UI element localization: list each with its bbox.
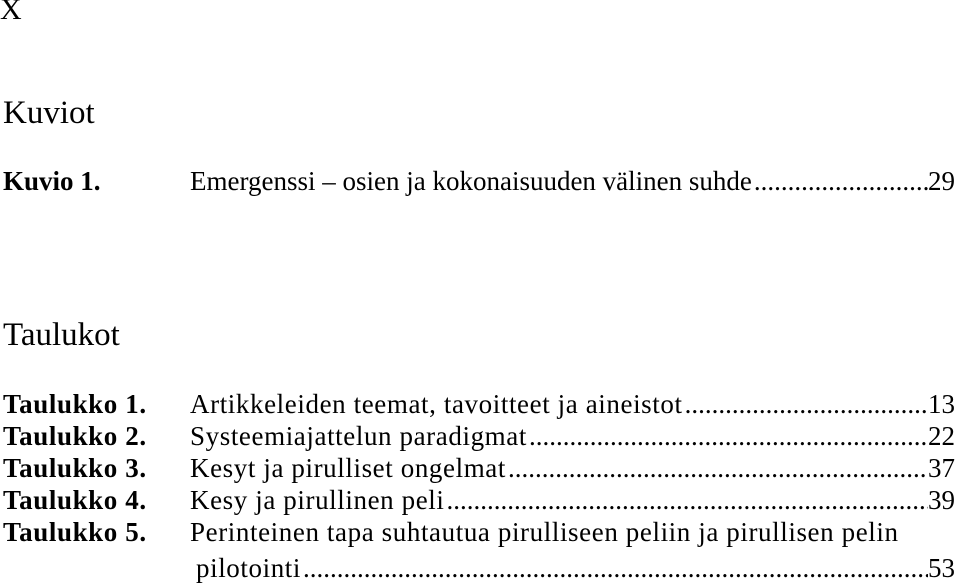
table-entry-page: 37: [928, 453, 955, 483]
table-entry: [3, 388, 955, 420]
table-entry-title: Systeemiajattelun paradigmat: [190, 421, 527, 451]
table-entry-label: Taulukko 1.: [3, 389, 147, 419]
dot-leader: [447, 484, 929, 516]
figure-entry: [3, 165, 955, 197]
table-entry-page: 39: [928, 485, 955, 515]
dot-leader: [303, 552, 928, 584]
table-entry-title-line-2: pilotointi: [196, 553, 302, 583]
table-entry: [3, 516, 955, 548]
table-entry-label: Taulukko 2.: [3, 421, 147, 451]
figures-heading: Kuviot: [3, 95, 95, 131]
figure-entry-title: Emergenssi – osien ja kokonaisuuden välinen suhde: [190, 166, 752, 196]
dot-leader: [508, 452, 928, 484]
table-entry: [3, 420, 955, 452]
table-entry-page: 22: [928, 421, 955, 451]
table-entry-page: 13: [928, 389, 955, 419]
table-entry-continuation: [3, 552, 955, 584]
figures-list: [3, 165, 955, 197]
tables-heading: Taulukot: [3, 317, 120, 353]
page-number-marker: X: [0, 0, 22, 26]
figure-entry-page: 29: [928, 166, 955, 196]
table-entry: [3, 484, 955, 516]
table-entry-label: Taulukko 4.: [3, 485, 147, 515]
table-entry-title: Kesy ja pirullinen peli: [190, 485, 445, 515]
tables-list: [3, 388, 955, 584]
dot-leader: [529, 420, 928, 452]
table-entry: [3, 452, 955, 484]
table-entry-page: 53: [928, 553, 955, 583]
dot-leader: [754, 165, 928, 197]
figure-entry-label: Kuvio 1.: [3, 166, 101, 196]
table-entry-title: Kesyt ja pirulliset ongelmat: [190, 453, 506, 483]
table-entry-title-line-1: Perinteinen tapa suhtautua pirulliseen peliin ja pirullisen pelin: [190, 517, 899, 547]
dot-leader: [685, 388, 928, 420]
table-entry-label: Taulukko 3.: [3, 453, 147, 483]
table-entry-title: Artikkeleiden teemat, tavoitteet ja aineistot: [190, 389, 683, 419]
table-entry-label: Taulukko 5.: [3, 517, 147, 547]
